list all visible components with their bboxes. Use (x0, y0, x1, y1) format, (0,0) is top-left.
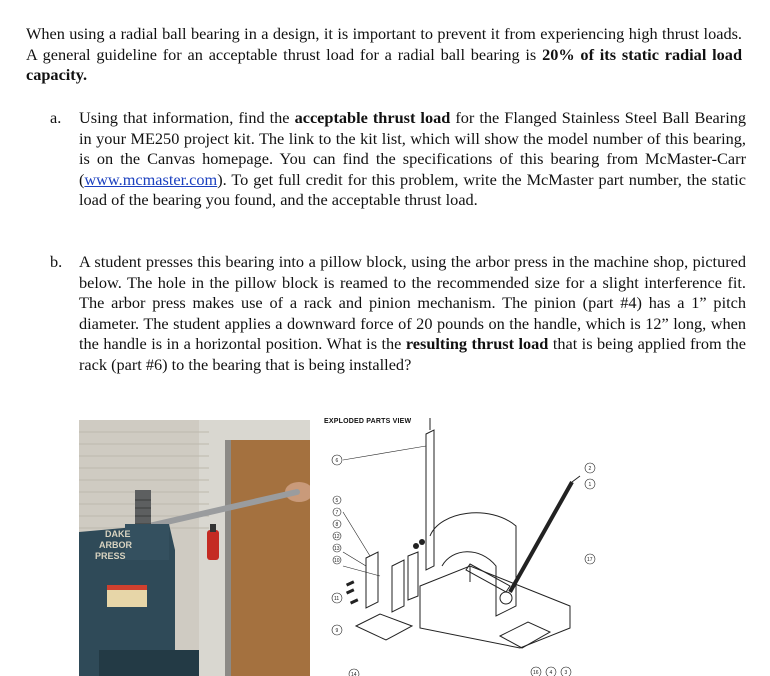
callout-3: 3 (564, 670, 568, 676)
part-a-body (79, 108, 746, 211)
press-label-line-1: DAKE (105, 529, 131, 539)
part-a-text-1: Using that information, find the (79, 108, 295, 127)
callout-6: 6 (335, 458, 339, 464)
part-b-bold: resulting thrust load (405, 334, 549, 354)
callout-2: 2 (588, 466, 592, 472)
arbor-press-photo-image (79, 420, 310, 676)
part-a-bold: acceptable thrust load (294, 108, 451, 127)
intro-paragraph (26, 24, 742, 86)
part-a-letter: a. (50, 108, 62, 127)
intro-text: When using a radial ball bearing in a design, it is important to prevent it from experiencing high thrust loads. A general guideline for an acceptable thrust load for a radial ball bearing is (26, 24, 742, 64)
exploded-parts-drawing (320, 416, 610, 676)
callout-9: 9 (335, 628, 339, 634)
part-b-text-1: A student presses this bearing into a pillow block, using the arbor press in the machine shop, pictured below. The hole in the pillow block is reamed to the recommended size for a slight interference fit. The arbor press makes use of a rack and pinion mechanism. The pinion (part #4) has a 1” pitch diameter. The student applies a downward force of 20 pounds on the handle, which is 12” long, when the handle is in a horizontal position. What is the (79, 252, 746, 354)
part-b-body (79, 252, 746, 376)
part-b (50, 252, 746, 376)
part-a-text-3: ). To get full credit for this problem, write the McMaster part number, the static load of the bearing you found, and the acceptable thrust load. (79, 169, 746, 210)
diagram-title: EXPLODED PARTS VIEW (324, 418, 412, 425)
callout-14: 14 (351, 672, 357, 676)
exploded-parts-diagram (320, 416, 610, 676)
part-b-text-2: that is being applied from the rack (part #6) to the bearing that is being installed? (79, 334, 746, 374)
callout-1: 1 (588, 482, 592, 488)
callout-16: 16 (533, 670, 539, 676)
callout-5: 5 (335, 498, 339, 504)
callout-10: 10 (334, 558, 340, 564)
mcmaster-link[interactable]: www.mcmaster.com (84, 169, 218, 189)
press-label-line-2: ARBOR (99, 540, 132, 550)
callout-13: 13 (334, 546, 340, 552)
callout-7: 7 (335, 510, 339, 516)
part-a (50, 108, 746, 211)
callout-12: 12 (334, 534, 340, 540)
part-b-letter: b. (50, 252, 63, 271)
arbor-press-photo (79, 420, 310, 676)
callout-11: 11 (334, 596, 340, 602)
callout-17: 17 (587, 557, 593, 563)
press-label-line-3: PRESS (95, 551, 126, 561)
part-a-text-2: for the Flanged Stainless Steel Ball Bearing in your ME250 project kit. The link to the kit list, which will show the model number of this bearing, is on the Canvas homepage. You can find the specifications of this bearing from McMaster-Carr ( (79, 108, 747, 189)
callout-8: 8 (335, 522, 339, 528)
intro-bold-text: 20% of its static radial load capacity. (26, 44, 743, 85)
callout-4: 4 (549, 670, 553, 676)
